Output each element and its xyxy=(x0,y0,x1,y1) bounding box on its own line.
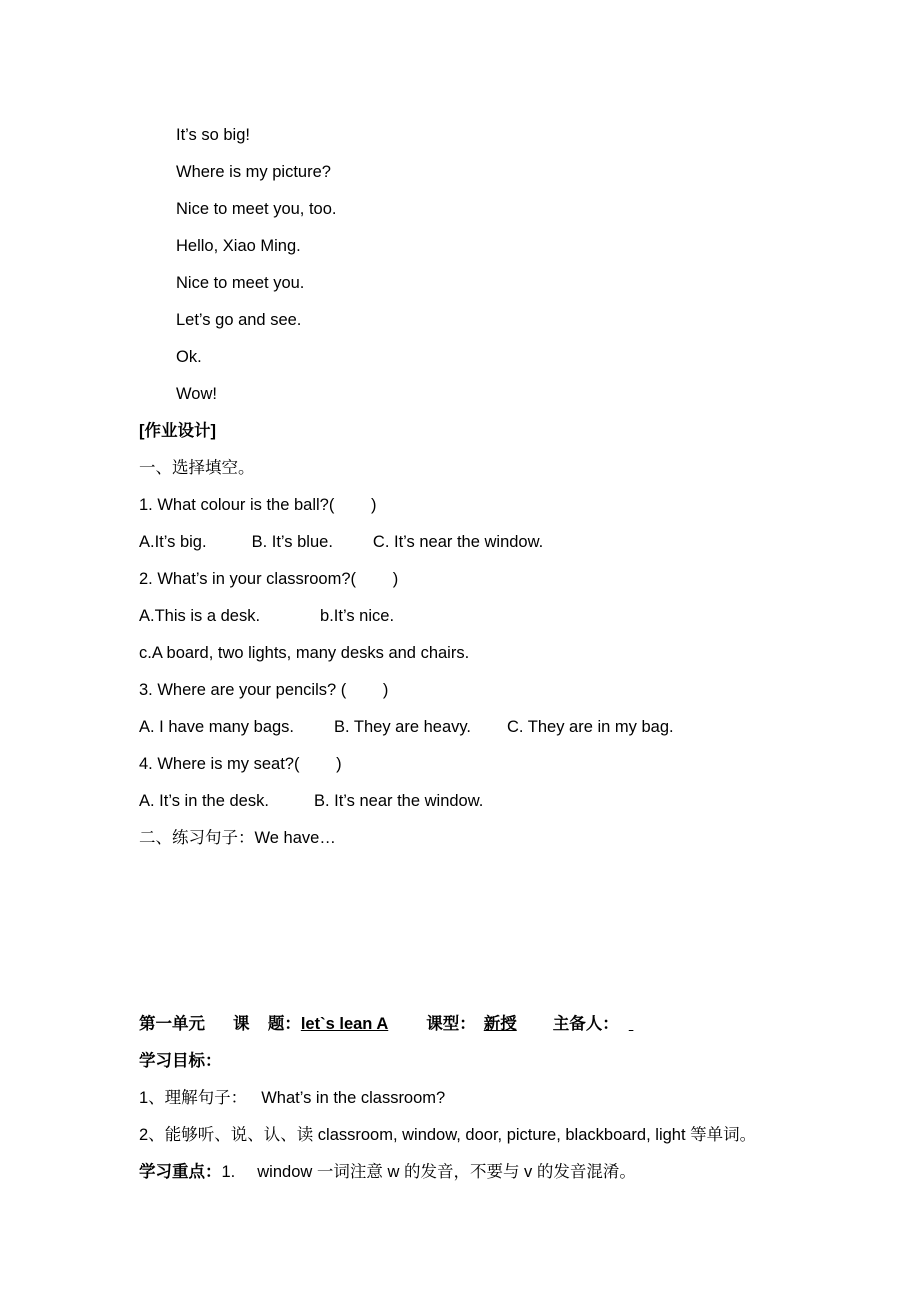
dialogue-line: Wow! xyxy=(176,385,217,403)
option: c.A board, two lights, many desks and chairs. xyxy=(139,644,470,662)
dialogue-line: Ok. xyxy=(176,348,202,366)
preparer-label: 主备人： xyxy=(552,1015,619,1033)
option: b.It’s nice. xyxy=(320,607,395,625)
option: B. It’s near the window. xyxy=(313,792,484,810)
type-value: 新授 xyxy=(483,1015,517,1033)
key-points: 学习重点：1. window 一词注意 w 的发音，不要与 v 的发音混淆。 xyxy=(139,1163,636,1181)
dialogue-line: Hello, Xiao Ming. xyxy=(176,237,301,255)
objectives-heading: 学习目标： xyxy=(139,1052,222,1070)
option: C. They are in my bag. xyxy=(506,718,674,736)
option: A. I have many bags. xyxy=(139,718,295,736)
preparer-value xyxy=(619,1015,634,1033)
section-title: 二、练习句子：We have… xyxy=(139,829,336,847)
options-row xyxy=(139,606,394,626)
objective-item: 1、理解句子： What’s in the classroom? xyxy=(139,1089,446,1107)
dialogue-line: Where is my picture? xyxy=(176,163,331,181)
question: 3. Where are your pencils? ( ) xyxy=(139,681,389,699)
question: 1. What colour is the ball?( ) xyxy=(139,496,377,514)
topic-label: 课 题： xyxy=(233,1015,301,1033)
option: B. They are heavy. xyxy=(334,718,471,736)
section-title: 一、选择填空。 xyxy=(139,459,255,477)
homework-heading: [作业设计] xyxy=(139,422,216,440)
option: B. It’s blue. xyxy=(251,533,333,551)
options-row xyxy=(139,532,543,552)
dialogue-line: Nice to meet you, too. xyxy=(176,200,337,218)
key-points-label: 学习重点： xyxy=(139,1163,222,1181)
option: A.It’s big. xyxy=(139,533,207,551)
question: 4. Where is my seat?( ) xyxy=(139,755,342,773)
question: 2. What’s in your classroom?( ) xyxy=(139,570,399,588)
lesson-header xyxy=(139,1014,633,1034)
dialogue-line: It’s so big! xyxy=(176,126,250,144)
type-label: 课型： xyxy=(426,1015,476,1033)
options-row xyxy=(139,791,483,811)
option: A. It’s in the desk. xyxy=(139,792,269,810)
dialogue-line: Let’s go and see. xyxy=(176,311,302,329)
options-row xyxy=(139,717,674,737)
option: C. It’s near the window. xyxy=(372,533,544,551)
unit-label: 第一单元 xyxy=(139,1015,205,1033)
objective-item: 2、能够听、说、认、读 classroom, window, door, picture, blackboard, light 等单词。 xyxy=(139,1126,757,1144)
topic-value: let`s lean A xyxy=(300,1015,389,1033)
option: A.This is a desk. xyxy=(139,607,261,625)
dialogue-line: Nice to meet you. xyxy=(176,274,305,292)
